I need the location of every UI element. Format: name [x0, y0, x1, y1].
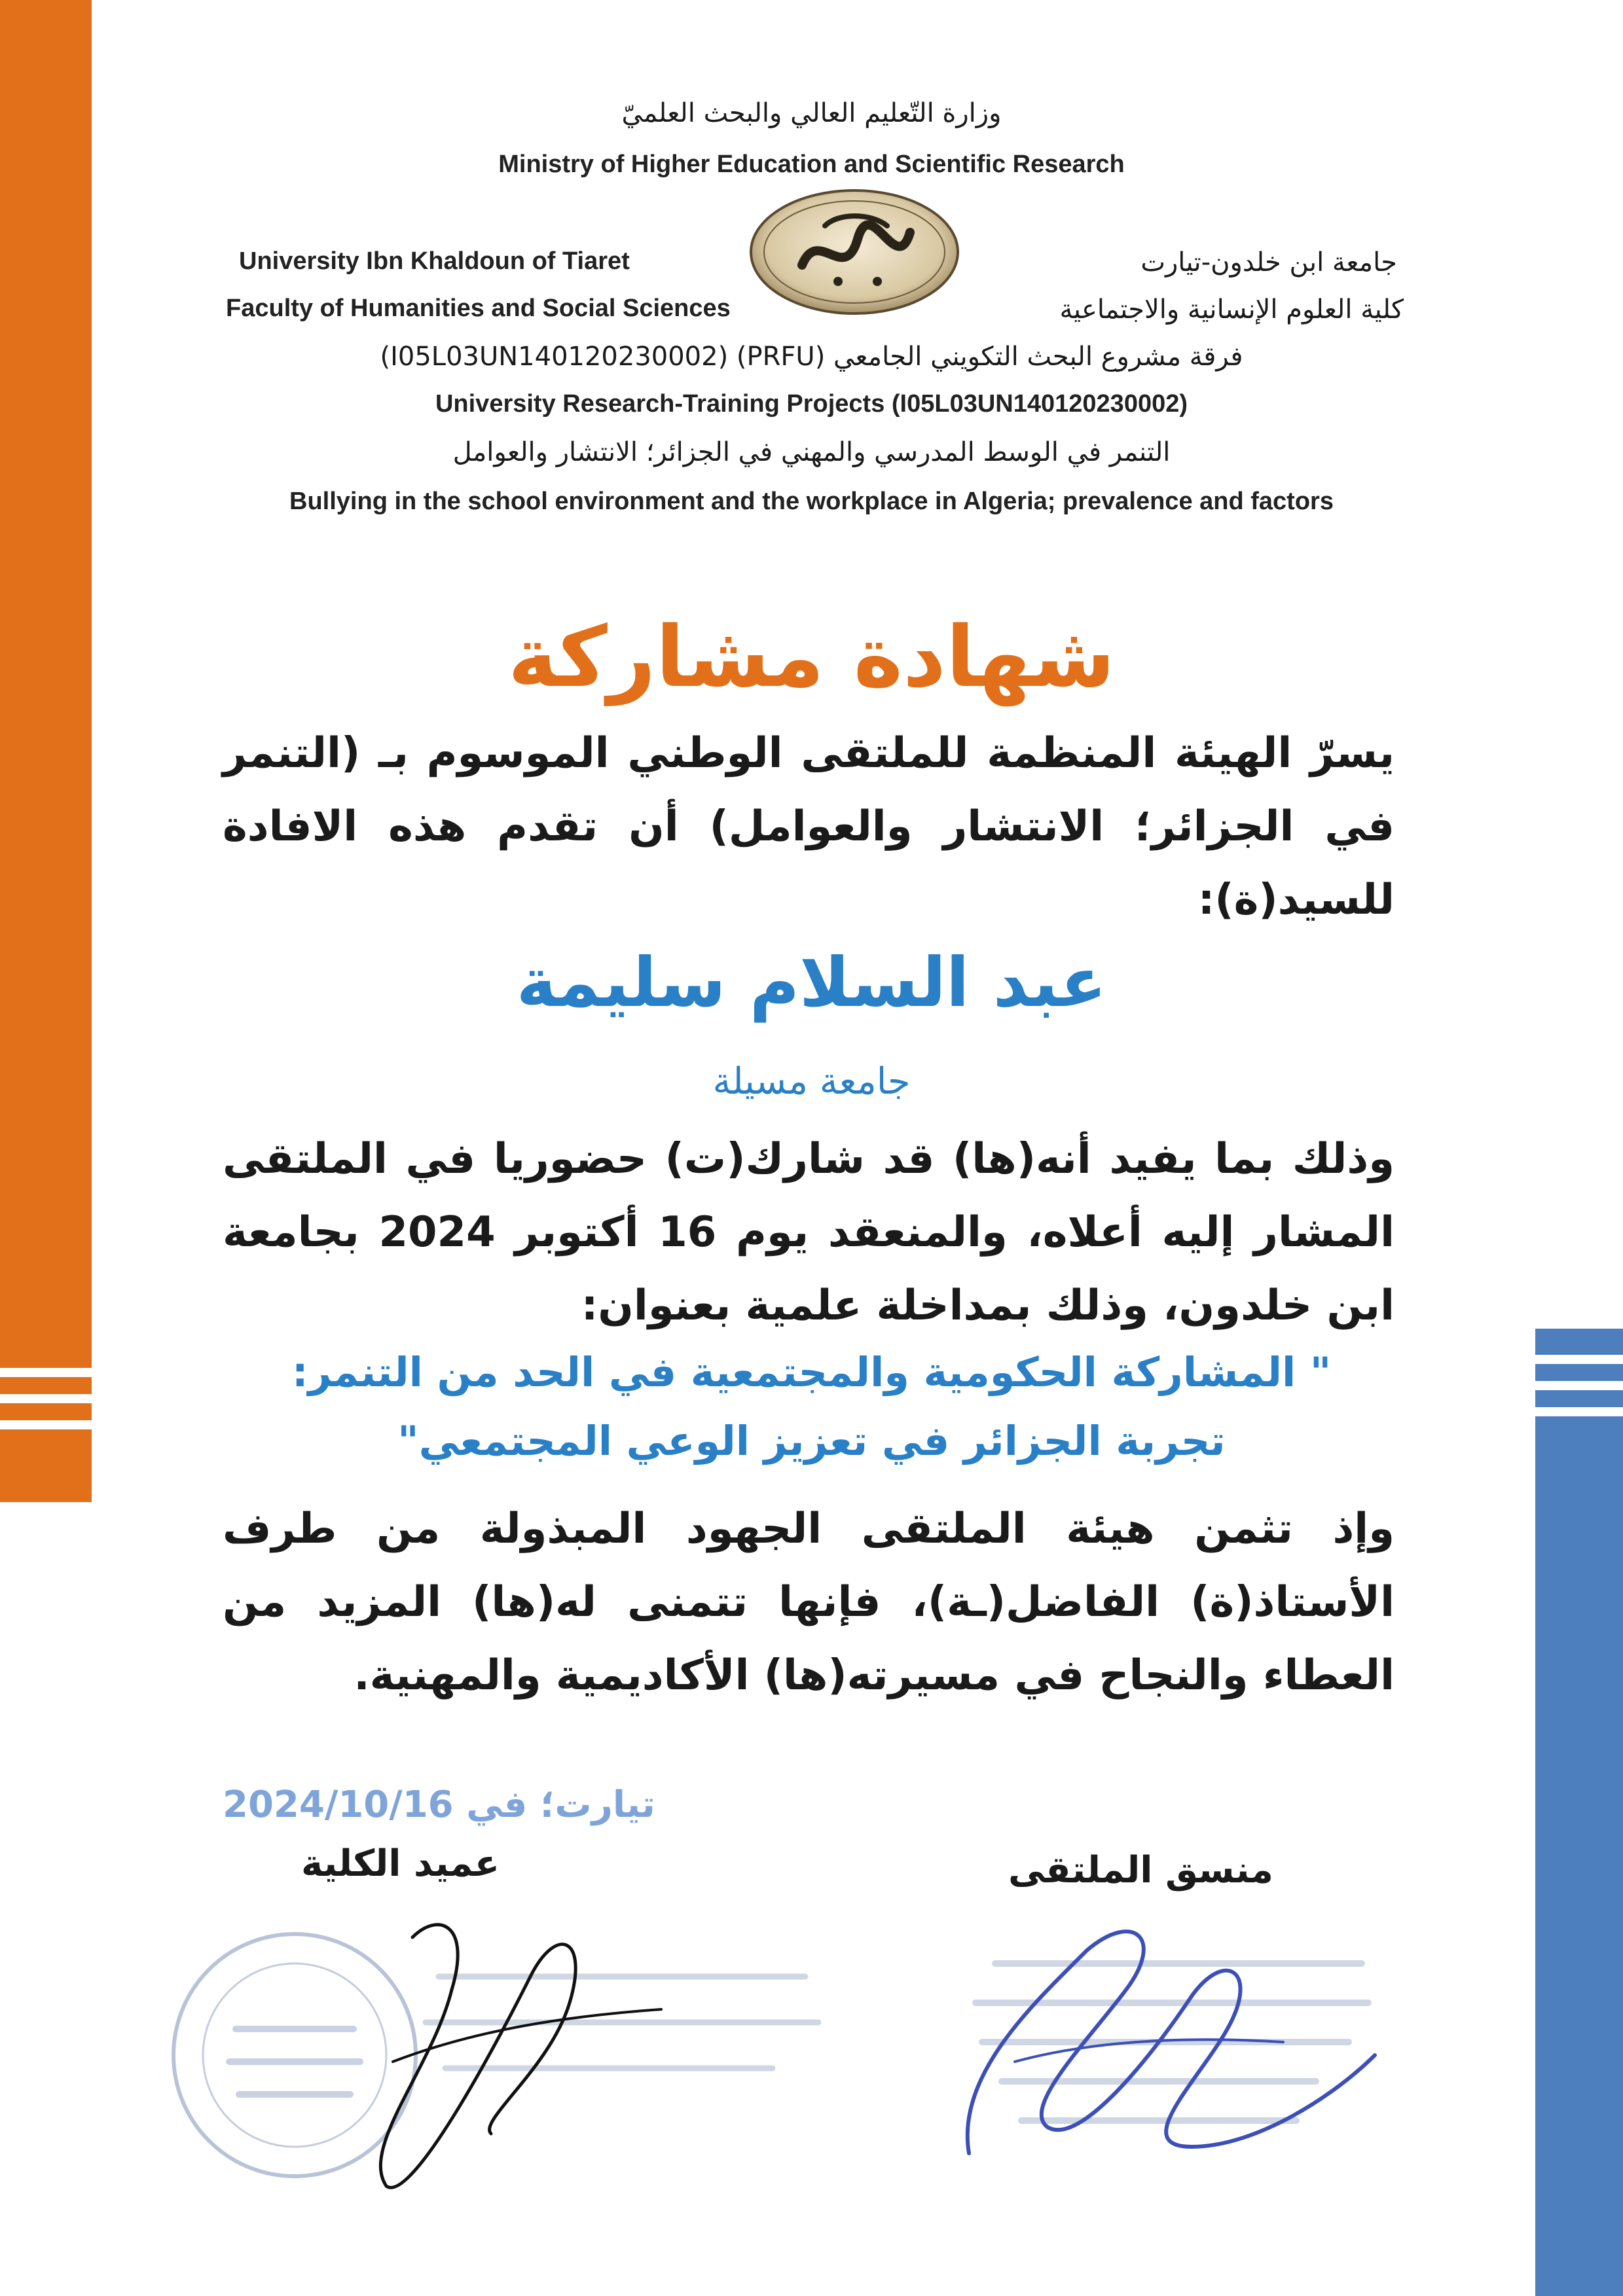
recipient-university: جامعة مسيلة [712, 1060, 911, 1103]
faculty-en: Faculty of Humanities and Social Sciences [226, 295, 731, 322]
paper-title-line1: " المشاركة الحكومية والمجتمعية في الحد من التنمر: [291, 1348, 1332, 1396]
university-logo [746, 187, 962, 317]
faculty-ar: كلية العلوم الإنسانية والاجتماعية [1059, 295, 1404, 325]
ministry-en: Ministry of Higher Education and Scientific Research [498, 151, 1125, 178]
theme-ar: التنمر في الوسط المدرسي والمهني في الجزائر؛ الانتشار والعوامل [452, 437, 1171, 467]
paper-title-line2: تجربة الجزائر في تعزيز الوعي المجتمعي" [397, 1417, 1226, 1465]
dean-title: عميد الكلية [301, 1842, 500, 1885]
right-bar-stripe [1535, 1407, 1623, 1416]
university-en: University Ibn Khaldoun of Tiaret [239, 247, 630, 275]
dean-stamp-and-signature [164, 1898, 851, 2212]
certificate-title: شهادة مشاركة [507, 609, 1116, 706]
closing-paragraph: وإذ تثمن هيئة الملتقى الجهود المبذولة من طرف الأستاذ(ة) الفاضل(ـة)، فإنها تتمنى له(ها) المزيد من العطاء والنجاح في مسيرته(ها) الأكاديمية والمهنية. [223, 1505, 1395, 1700]
theme-en: Bullying in the school environment and the workplace in Algeria; prevalence and factors [289, 488, 1334, 515]
right-blue-bar [1535, 1329, 1623, 2296]
project-ar: فرقة مشروع البحث التكويني الجامعي (PRFU) (I05L03UN140120230002) [380, 342, 1243, 372]
coordinator-stamp-and-signature [917, 1911, 1401, 2199]
university-ar: جامعة ابن خلدون-تيارت [1140, 247, 1397, 278]
issue-date: تيارت؛ في 2024/10/16 [223, 1784, 655, 1826]
body-paragraph: وذلك بما يفيد أنه(ها) قد شارك(ت) حضوريا في الملتقى المشار إليه أعلاه، والمنعقد يوم 16 أكتوبر 2024 بجامعة ابن خلدون، وذلك بمداخلة علمية بعنوان: [223, 1135, 1395, 1330]
recipient-name: عبد السلام سليمة [516, 942, 1107, 1022]
left-orange-bar [0, 0, 92, 1502]
coordinator-title: منسق الملتقى [1008, 1849, 1273, 1892]
intro-paragraph: يسرّ الهيئة المنظمة للملتقى الوطني الموسوم بـ (التنمر في الجزائر؛ الانتشار والعوامل) أن تقدم هذه الافادة للسيد(ة): [223, 729, 1395, 924]
project-en: University Research-Training Projects (I05L03UN140120230002) [435, 390, 1188, 418]
ministry-ar: وزارة التّعليم العالي والبحث العلميّ [621, 98, 1002, 128]
